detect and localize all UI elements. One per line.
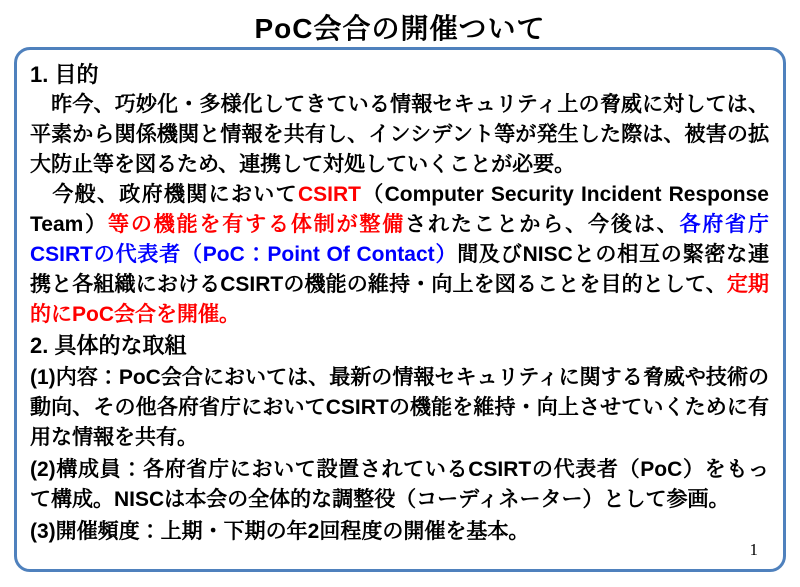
- text-run-highlight: 等の機能を有する体制が整備: [108, 213, 406, 236]
- content-box: [14, 47, 786, 572]
- text-run: されたことから、今後は、: [405, 213, 680, 236]
- initiative-item-2: (2)構成員：各府省庁において設置されているCSIRTの代表者（PoC）をもって構成。NISCは本会の全体的な調整役（コーディネーター）として参画。: [30, 458, 769, 511]
- page-number: 1: [749, 540, 758, 559]
- text-run: 間及びNISCとの相互の緊密な連携と各組織におけるCSIRTの機能の維持・向上を図ることを目的として、: [30, 243, 770, 296]
- section-heading-purpose: 1. 目的: [30, 62, 99, 87]
- text-run-csirt: CSIRT: [297, 183, 361, 206]
- initiative-item-1: (1)内容：PoC会合においては、最新の情報セキュリティに関する脅威や技術の動向、その他各府省庁においてCSIRTの機能を維持・向上させていくために有用な情報を共有。: [30, 366, 769, 449]
- purpose-paragraph-2: [30, 180, 769, 330]
- initiative-item-3: (3)開催頻度：上期・下期の年2回程度の開催を基本。: [30, 520, 530, 543]
- slide-title: PoC会合の開催ついて: [254, 13, 546, 44]
- text-run-highlight: 定期的にPoC会合を開催。: [30, 273, 770, 326]
- purpose-paragraph-1: 昨今、巧妙化・多様化してきている情報セキュリティ上の脅威に対しては、平素から関係機関と情報を共有し、インシデント等が発生した際は、被害の拡大防止等を図るため、連携して対処していくことが必要。: [30, 93, 769, 176]
- section-heading-initiatives: 2. 具体的な取組: [30, 333, 187, 358]
- text-run: 今般、政府機関において: [30, 183, 298, 206]
- text-run-poc: 各府省庁CSIRTの代表者（PoC：Point Of Contact）: [30, 213, 770, 266]
- text-run: （Computer Security Incident Response Team）: [30, 183, 769, 236]
